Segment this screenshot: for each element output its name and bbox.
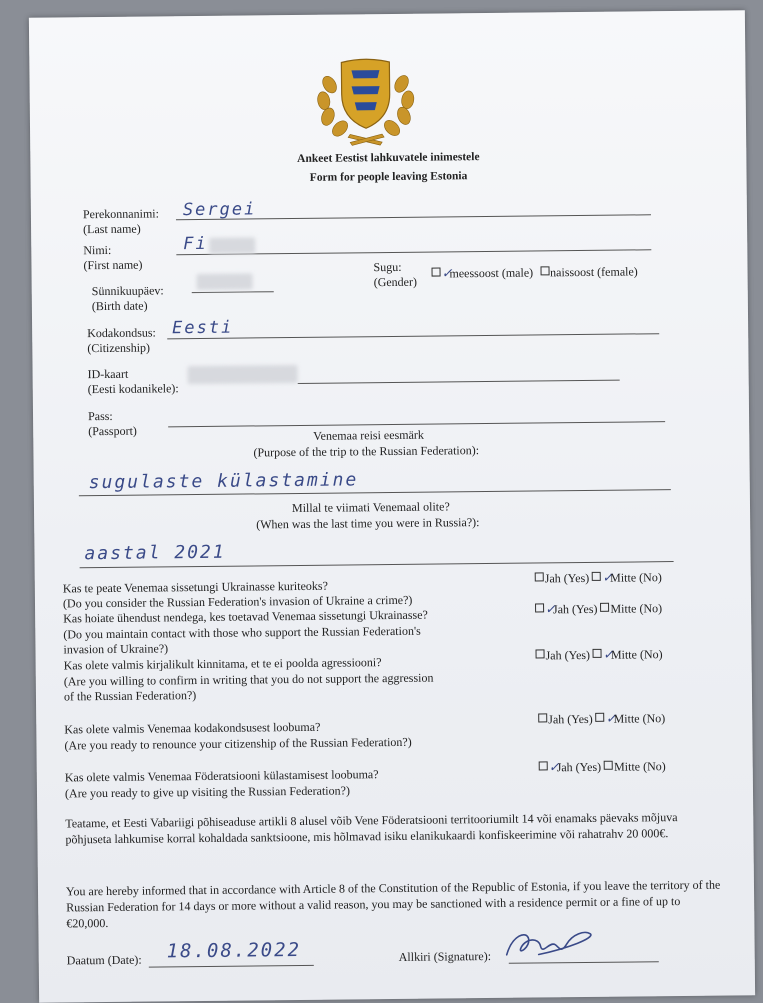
signature-label: Allkiri (Signature):: [398, 948, 492, 964]
last-name-label-en: (Last name): [83, 221, 141, 237]
question-5-en: (Are you ready to give up visiting the Russian Federation?): [64, 783, 350, 801]
question-4-options: [538, 710, 665, 727]
question-1-et: Kas te peate Venemaa sissetungi Ukrainasse kuriteoks?: [62, 578, 328, 596]
q1-no-label: Mitte (No): [610, 570, 662, 585]
citizenship-label-en: (Citizenship): [87, 340, 151, 356]
question-3-options: [535, 646, 662, 663]
q3-no-checkbox[interactable]: [593, 649, 602, 658]
citizenship-value: Eesti: [172, 317, 234, 339]
notice-en: You are hereby informed that in accordance with Article 8 of the Constitution of the Republic of Estonia, if you leave the territory of the Russian Federation for 14 days or more without a valid reason, you may be sanctioned with a residence permit or a fine of up to €20,000.: [65, 877, 721, 931]
q1-no-checkbox[interactable]: [592, 572, 601, 581]
q2-yes-checkbox[interactable]: [535, 603, 544, 612]
first-name-label-en: (First name): [83, 257, 143, 273]
question-5-options: [539, 758, 666, 775]
question-1-options: [535, 569, 662, 586]
question-3-en-cont: of the Russian Federation?): [63, 688, 197, 704]
question-1-en: (Do you consider the Russian Federation's invasion of Ukraine a crime?): [62, 592, 413, 611]
q4-yes-checkbox[interactable]: [538, 713, 547, 722]
checkmark-icon: ✓: [605, 710, 617, 726]
checkmark-icon: ✓: [548, 759, 560, 775]
birth-date-label-en: (Birth date): [91, 298, 148, 314]
q3-yes-label: Jah (Yes): [545, 647, 591, 663]
q5-yes-checkbox[interactable]: [539, 761, 548, 770]
purpose-label: Venemaa reisi eesmärk: [313, 427, 424, 443]
gender-male-checkbox[interactable]: [432, 267, 441, 276]
birth-date-label: Sünnikuupäev:: [91, 283, 164, 299]
question-3-en: (Are you willing to confirm in writing that you do not support the aggression: [63, 670, 434, 689]
last-visit-value: aastal 2021: [84, 541, 226, 565]
date-line: [149, 965, 314, 968]
first-name-value: Fi: [183, 233, 208, 255]
form-sheet: [29, 10, 755, 1002]
gender-options: [431, 263, 637, 281]
id-card-line: [298, 380, 620, 384]
last-name-value: Sergei: [182, 199, 257, 221]
q5-no-checkbox[interactable]: [604, 761, 613, 770]
question-2-options: [535, 600, 662, 617]
gender-label: Sugu:: [373, 259, 402, 275]
purpose-value: sugulaste külastamine: [88, 469, 359, 494]
last-visit-label-en: (When was the last time you were in Russia?):: [256, 515, 480, 532]
checkmark-icon: ✓: [602, 646, 614, 662]
question-2-et: Kas hoiate ühendust nendega, kes toetavad Venemaa sissetungi Ukrainasse?: [63, 607, 428, 626]
q4-no-checkbox[interactable]: [596, 713, 605, 722]
q3-yes-checkbox[interactable]: [536, 649, 545, 658]
q3-no-label: Mitte (No): [610, 647, 663, 662]
question-3-et: Kas olete valmis kirjalikult kinnitama, et te ei poolda agressiooni?: [63, 655, 382, 673]
q5-yes-label: Jah (Yes): [556, 759, 602, 775]
q1-yes-checkbox[interactable]: [535, 572, 544, 581]
id-card-label: ID-kaart: [87, 366, 129, 382]
first-name-label: Nimi:: [83, 242, 112, 258]
notice-et: Teatame, et Eesti Vabariigi põhiseaduse artikli 8 alusel võib Vene Föderatsiooni territooriumilt 14 või enamaks päevaks mõjuva põhjuseta lahkumise korral kohaldada sanktsioone, mis hõlmavad isiku elanikukaardi konfiskeerimine või rahatrahv 20 000€.: [65, 810, 678, 847]
q2-no-label: Mitte (No): [610, 601, 663, 616]
gender-male-label: meessoost (male): [449, 265, 534, 281]
estonian-coat-of-arms-icon: [309, 54, 422, 147]
redacted-birth-date: [197, 273, 253, 290]
q4-no-label: Mitte (No): [613, 711, 666, 726]
q2-no-checkbox[interactable]: [600, 603, 609, 612]
birth-date-line: [192, 291, 274, 293]
id-card-label-en: (Eesti kodanikele):: [87, 381, 179, 397]
passport-label: Pass:: [87, 408, 113, 424]
citizenship-line: [167, 333, 659, 339]
question-2-en-cont: invasion of Ukraine?): [63, 641, 169, 657]
q1-yes-label: Jah (Yes): [544, 570, 590, 586]
question-4-et: Kas olete valmis Venemaa kodakondsusest loobuma?: [64, 719, 321, 737]
form-title-en: Form for people leaving Estonia: [309, 170, 468, 184]
gender-label-en: (Gender): [373, 274, 418, 290]
form-title-et: Ankeet Eestist lahkuvatele inimestele: [297, 151, 480, 165]
citizenship-label: Kodakondsus:: [87, 325, 156, 341]
gender-female-checkbox[interactable]: [540, 266, 549, 275]
question-4-en: (Are you ready to renounce your citizenship of the Russian Federation?): [64, 734, 412, 753]
date-label: Daatum (Date):: [66, 952, 142, 968]
q4-yes-label: Jah (Yes): [548, 711, 593, 727]
redacted-first-name: [209, 237, 255, 253]
checkmark-icon: ✓: [602, 569, 614, 585]
last-name-label: Perekonnanimi:: [82, 206, 159, 222]
date-value: 18.08.2022: [166, 938, 302, 963]
passport-line: [168, 421, 665, 427]
redacted-id-card: [188, 365, 298, 384]
passport-label-en: (Passport): [88, 423, 137, 439]
q5-no-label: Mitte (No): [614, 759, 666, 774]
gender-female-label: naissoost (female): [550, 264, 638, 280]
question-2-en: (Do you maintain contact with those who support the Russian Federation's: [63, 623, 421, 642]
checkmark-icon: ✓: [545, 601, 557, 617]
last-visit-label: Millal te viimati Venemaal olite?: [291, 499, 450, 516]
checkmark-icon: ✓: [441, 265, 453, 281]
purpose-label-en: (Purpose of the trip to the Russian Federation):: [253, 443, 480, 460]
handwritten-signature-icon: [498, 924, 598, 965]
q2-yes-label: Jah (Yes): [552, 601, 598, 617]
question-5-et: Kas olete valmis Venemaa Föderatsiooni külastamisest loobuma?: [64, 767, 379, 785]
